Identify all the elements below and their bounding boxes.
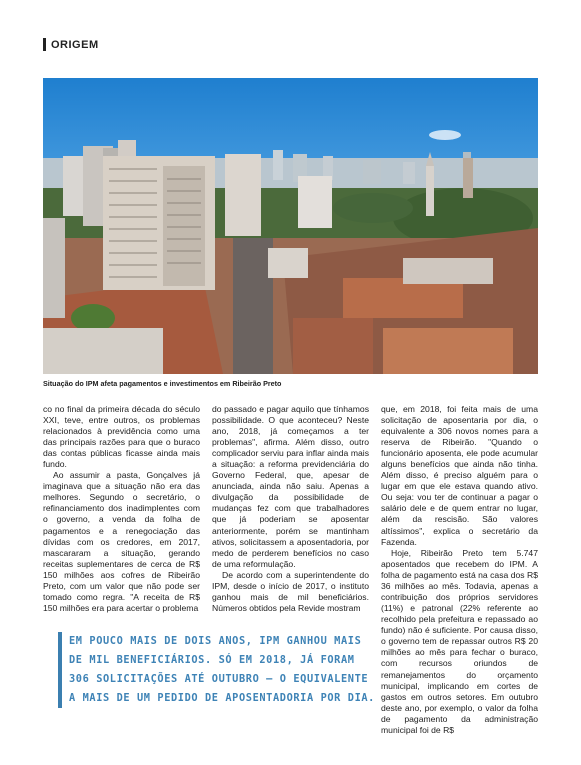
article-column-3 — [381, 404, 538, 548]
paragraph: co no final da primeira década do século XXI, teve, entre outros, os problemas relacionados à previdência como uma das principais razões para que o buraco das contas públicas ficasse ainda mais fundo. — [43, 404, 200, 470]
city-photo — [43, 78, 538, 374]
section-tag — [43, 38, 99, 51]
article-column-2 — [212, 404, 369, 614]
article-column-3-continued — [381, 548, 538, 736]
paragraph: De acordo com a superintendente do IPM, desde o início de 2017, o instituto ganhou mais de mil beneficiários. Números obtidos pela Revide mostram — [212, 569, 369, 613]
article-column-1 — [43, 404, 200, 614]
pull-quote-text: EM POUCO MAIS DE DOIS ANOS, IPM GANHOU MAIS DE MIL BENEFICIÁRIOS. SÓ EM 2018, JÁ FORAM 306 SOLICITAÇÕES ATÉ OUTUBRO – O EQUIVALENTE A MAIS DE UM PEDIDO DE APOSENTADORIA POR DIA. — [69, 635, 375, 705]
paragraph: Hoje, Ribeirão Preto tem 5.747 aposentados que recebem do IPM. A folha de pagamento está na casa dos R$ 36 milhões ao mês. Todavia, apenas a contribuição dos próprios servidores (11%) e patronal (22% referente ao recolhido pela prefeitura e repassado ao fundo) não é suficiente. Por causa disso, o governo tem de repassar outros R$ 20 milhões ao mês para fechar o buraco, com recursos oriundos de remanejamentos do orçamento municipal, implicando em cortes de gastos em outros setores. Em outubro deste ano, por exemplo, o valor da folha de pagamento da administração municipal foi de R$ — [381, 548, 538, 735]
section-label: ORIGEM — [51, 38, 99, 51]
paragraph: do passado e pagar aquilo que tínhamos possibilidade. O que aconteceu? Neste ano, 2018, já começamos a ter problemas", afirma. Além disso, outro complicador serviu para inflar ainda mais a situação: a reforma previdenciária do Governo Federal, que, apesar de anunciada, ainda não saiu. Apenas a divulgação da possibilidade de mudanças fez com que trabalhadores que já poderiam se aposentar anteriormente, porém se mantinham ativos, solicitassem a aposentadoria, por medo de perderem benefícios no caso de uma reformulação. — [212, 404, 369, 569]
section-marker — [43, 38, 46, 51]
photo-caption: Situação do IPM afeta pagamentos e investimentos em Ribeirão Preto — [43, 379, 282, 388]
paragraph: Ao assumir a pasta, Gonçalves já imaginava que a situação não era das melhores. Segundo o secretário, o refinanciamento dos inadimplentes com o governo, a venda da folha de pagamentos e a renegociação das dívidas com os credores, em 2017, mascararam a situação, gerando receitas suplementares de cerca de R$ 150 milhões aos cofres de Ribeirão Preto, com um valor que não pode ser tomado como regra. "A receita de R$ 150 milhões era para acertar o problema — [43, 470, 200, 613]
city-skyline-illustration — [43, 78, 538, 374]
paragraph: que, em 2018, foi feita mais de uma solicitação de aposentaria por dia, o equivalente a 306 novos nomes para a reserva de Ribeirão. "Quando o funcionário aposenta, ele pode acumular alguns benefícios que ainda não tinha. Além disso, é preciso alguém para o lugar em que ele estava quando ativo. Ou seja: vou ter de continuar a pagar o salário dele e de quem entrar no lugar, além da rescisão. São valores altíssimos", explica o secretário da Fazenda. — [381, 404, 538, 547]
pull-quote — [58, 632, 381, 708]
